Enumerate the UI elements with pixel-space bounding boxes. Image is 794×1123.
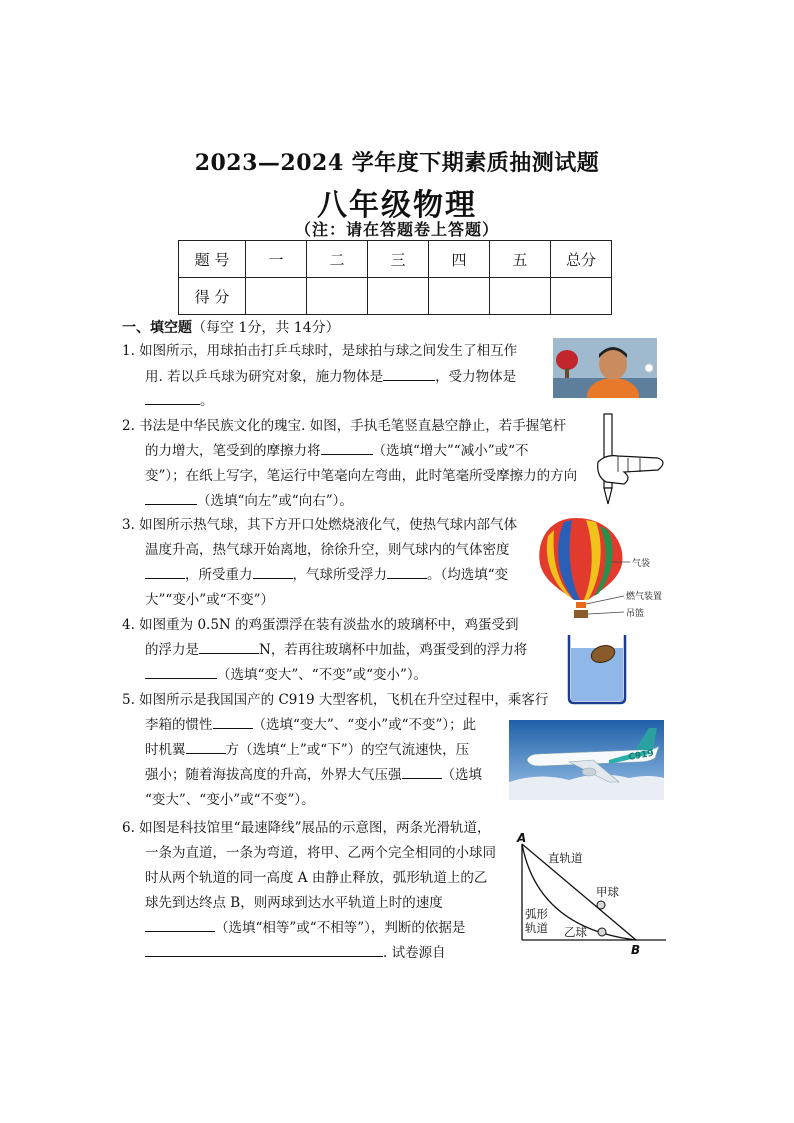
engine bbox=[582, 768, 596, 776]
answer-blank[interactable] bbox=[383, 366, 435, 381]
label-burner: 燃气装置 bbox=[626, 592, 663, 602]
score-table-header-row bbox=[179, 241, 612, 278]
q4-line1: 4. 如图重为 0.5N 的鸡蛋漂浮在装有淡盐水的玻璃杯中，鸡蛋受到 bbox=[122, 617, 519, 633]
q2-line2 bbox=[145, 438, 529, 464]
curved-track-label: 轨道 bbox=[525, 921, 548, 935]
brush-hand-drawing bbox=[588, 412, 670, 506]
q4-text: （选填“变大”、“不变”或“变小”）。 bbox=[217, 667, 428, 683]
point-b-label: B bbox=[631, 943, 641, 957]
answer-blank[interactable] bbox=[145, 917, 215, 932]
table-cell: 一 bbox=[246, 241, 307, 278]
score-cell[interactable] bbox=[307, 278, 368, 315]
table-cell: 二 bbox=[307, 241, 368, 278]
ball-jia-label: 甲球 bbox=[596, 885, 619, 899]
label-bag: 气袋 bbox=[632, 559, 651, 569]
c919-plane-photo bbox=[509, 720, 664, 800]
section-heading bbox=[122, 317, 340, 337]
q3-text: 。（均选填“变 bbox=[427, 567, 509, 583]
answer-blank[interactable] bbox=[145, 564, 185, 579]
paddle bbox=[556, 350, 578, 370]
ping-pong-ball bbox=[645, 364, 653, 372]
q6-line5 bbox=[145, 915, 465, 941]
table-cell: 三 bbox=[368, 241, 429, 278]
q6-line4: 球先到达终点 B，则两球到达水平轨道上时的速度 bbox=[145, 895, 443, 911]
ball-yi-label: 乙球 bbox=[564, 925, 587, 939]
q6-line3: 时从两个轨道的同一高度 A 由静止释放，弧形轨道上的乙 bbox=[145, 870, 488, 886]
answer-blank[interactable] bbox=[145, 390, 200, 405]
q1-text: ，受力物体是 bbox=[435, 369, 517, 385]
score-cell[interactable] bbox=[429, 278, 490, 315]
q5-text: 方（选填“上”或“下”）的空气流速快，压 bbox=[225, 742, 470, 758]
table-cell: 四 bbox=[429, 241, 490, 278]
q5-text: （选填“变大”、“变小”或“不变”）；此 bbox=[252, 717, 477, 733]
answer-blank[interactable] bbox=[145, 942, 383, 957]
ping-pong-photo bbox=[553, 338, 657, 398]
q2-line4 bbox=[145, 488, 353, 514]
q5-line3 bbox=[145, 737, 469, 763]
q1-line1: 1. 如图所示，用球拍击打乒乓球时，是球拍与球之间发生了相互作 bbox=[122, 343, 518, 359]
q5-text: 时机翼 bbox=[145, 742, 186, 758]
q4-text: N，若再往玻璃杯中加盐，鸡蛋受到的浮力将 bbox=[259, 642, 528, 658]
answer-blank[interactable] bbox=[145, 490, 197, 505]
straight-track-label: 直轨道 bbox=[548, 851, 583, 865]
table-cell: 总分 bbox=[551, 241, 612, 278]
q1-line3 bbox=[145, 388, 214, 414]
hand-outline bbox=[598, 456, 663, 484]
q6-line6 bbox=[145, 940, 446, 966]
answer-blank[interactable] bbox=[186, 739, 226, 754]
point-a-label: A bbox=[517, 831, 527, 845]
q3-text: ，气球所受浮力 bbox=[292, 567, 387, 583]
answer-blank[interactable] bbox=[145, 664, 217, 679]
q2-text: （选填“增大”“减小”或“不 bbox=[372, 443, 529, 459]
score-table-score-row bbox=[179, 278, 612, 315]
q5-text: 强小；随着海拔高度的升高，外界大气压强 bbox=[145, 767, 402, 783]
q2-text: 的力增大，笔受到的摩擦力将 bbox=[145, 443, 321, 459]
hot-air-balloon-diagram bbox=[536, 516, 676, 620]
brachistochrone-diagram bbox=[508, 828, 670, 958]
burner bbox=[576, 602, 586, 608]
answer-blank[interactable] bbox=[253, 564, 293, 579]
q2-line1: 2. 书法是中华民族文化的瑰宝. 如图，手执毛笔竖直悬空静止，若手握笔杆 bbox=[122, 418, 567, 434]
clouds bbox=[509, 774, 664, 800]
q3-text: ，所受重力 bbox=[185, 567, 253, 583]
score-cell[interactable] bbox=[246, 278, 307, 315]
q1-text: 。 bbox=[200, 393, 214, 409]
q6-text: （选填“相等”或“不相等”），判断的依据是 bbox=[215, 920, 466, 936]
subject-title: 八年级物理 bbox=[317, 188, 477, 223]
answer-note: （注：请在答题卷上答题） bbox=[294, 220, 499, 239]
q3-line4: 大”“变小”或“不变”） bbox=[145, 592, 275, 608]
q4-line2 bbox=[145, 637, 527, 663]
leader-line bbox=[588, 612, 624, 614]
ball-jia bbox=[597, 901, 605, 909]
answer-blank[interactable] bbox=[387, 564, 427, 579]
q6-line1: 6. 如图是科技馆里“最速降线”展品的示意图，两条光滑轨道， bbox=[122, 820, 491, 836]
score-table bbox=[178, 240, 612, 315]
answer-blank[interactable] bbox=[402, 764, 442, 779]
egg-in-glass-diagram bbox=[566, 632, 628, 706]
paddle-handle bbox=[565, 368, 569, 378]
score-cell[interactable] bbox=[368, 278, 429, 315]
q1-text: 用. 若以乒乓球为研究对象，施力物体是 bbox=[145, 369, 384, 385]
score-cell[interactable] bbox=[490, 278, 551, 315]
q5-line5: “变大”、“变小”或“不变”）。 bbox=[145, 792, 315, 808]
table-cell: 题 号 bbox=[179, 241, 246, 278]
brush-tip bbox=[604, 488, 612, 504]
plane-label: C919 bbox=[627, 748, 655, 763]
table-cell: 得 分 bbox=[179, 278, 246, 315]
q2-text: （选填“向左”或“向右”）。 bbox=[197, 493, 353, 509]
q4-line3 bbox=[145, 662, 427, 688]
answer-blank[interactable] bbox=[199, 639, 259, 654]
q6-line2: 一条为直道，一条为弯道，将甲、乙两个完全相同的小球同 bbox=[145, 845, 496, 861]
q5-text: （选填 bbox=[441, 767, 482, 783]
answer-blank[interactable] bbox=[321, 440, 373, 455]
q3-line3 bbox=[145, 562, 508, 588]
ball-yi bbox=[598, 928, 606, 936]
q5-line4 bbox=[145, 762, 482, 788]
exam-title: 2023—2024 学年度下期素质抽测试题 bbox=[194, 150, 600, 176]
q5-line1: 5. 如图所示是我国国产的 C919 大型客机，飞机在升空过程中，乘客行 bbox=[122, 692, 549, 708]
score-cell[interactable] bbox=[551, 278, 612, 315]
q5-text: 李箱的惯性 bbox=[145, 717, 213, 733]
q6-text: . 试卷源自 bbox=[383, 945, 446, 961]
curved-track-label: 弧形 bbox=[525, 907, 548, 921]
q1-line2 bbox=[145, 364, 516, 390]
basket bbox=[574, 610, 588, 618]
q2-line3: 变”）；在纸上写字，笔运行中笔毫向左弯曲，此时笔毫所受摩擦力的方向 bbox=[145, 468, 578, 484]
answer-blank[interactable] bbox=[213, 714, 253, 729]
q3-line2: 温度升高，热气球开始离地，徐徐升空，则气球内的气体密度 bbox=[145, 542, 510, 558]
q4-text: 的浮力是 bbox=[145, 642, 199, 658]
section-note: （每空 1分，共 14分） bbox=[192, 320, 340, 336]
table-cell: 五 bbox=[490, 241, 551, 278]
q5-line2 bbox=[145, 712, 476, 738]
q3-line1: 3. 如图所示热气球，其下方开口处燃烧液化气，使热气球内部气体 bbox=[122, 517, 518, 533]
label-basket: 吊篮 bbox=[626, 609, 645, 619]
section-title: 一、填空题 bbox=[122, 320, 192, 336]
